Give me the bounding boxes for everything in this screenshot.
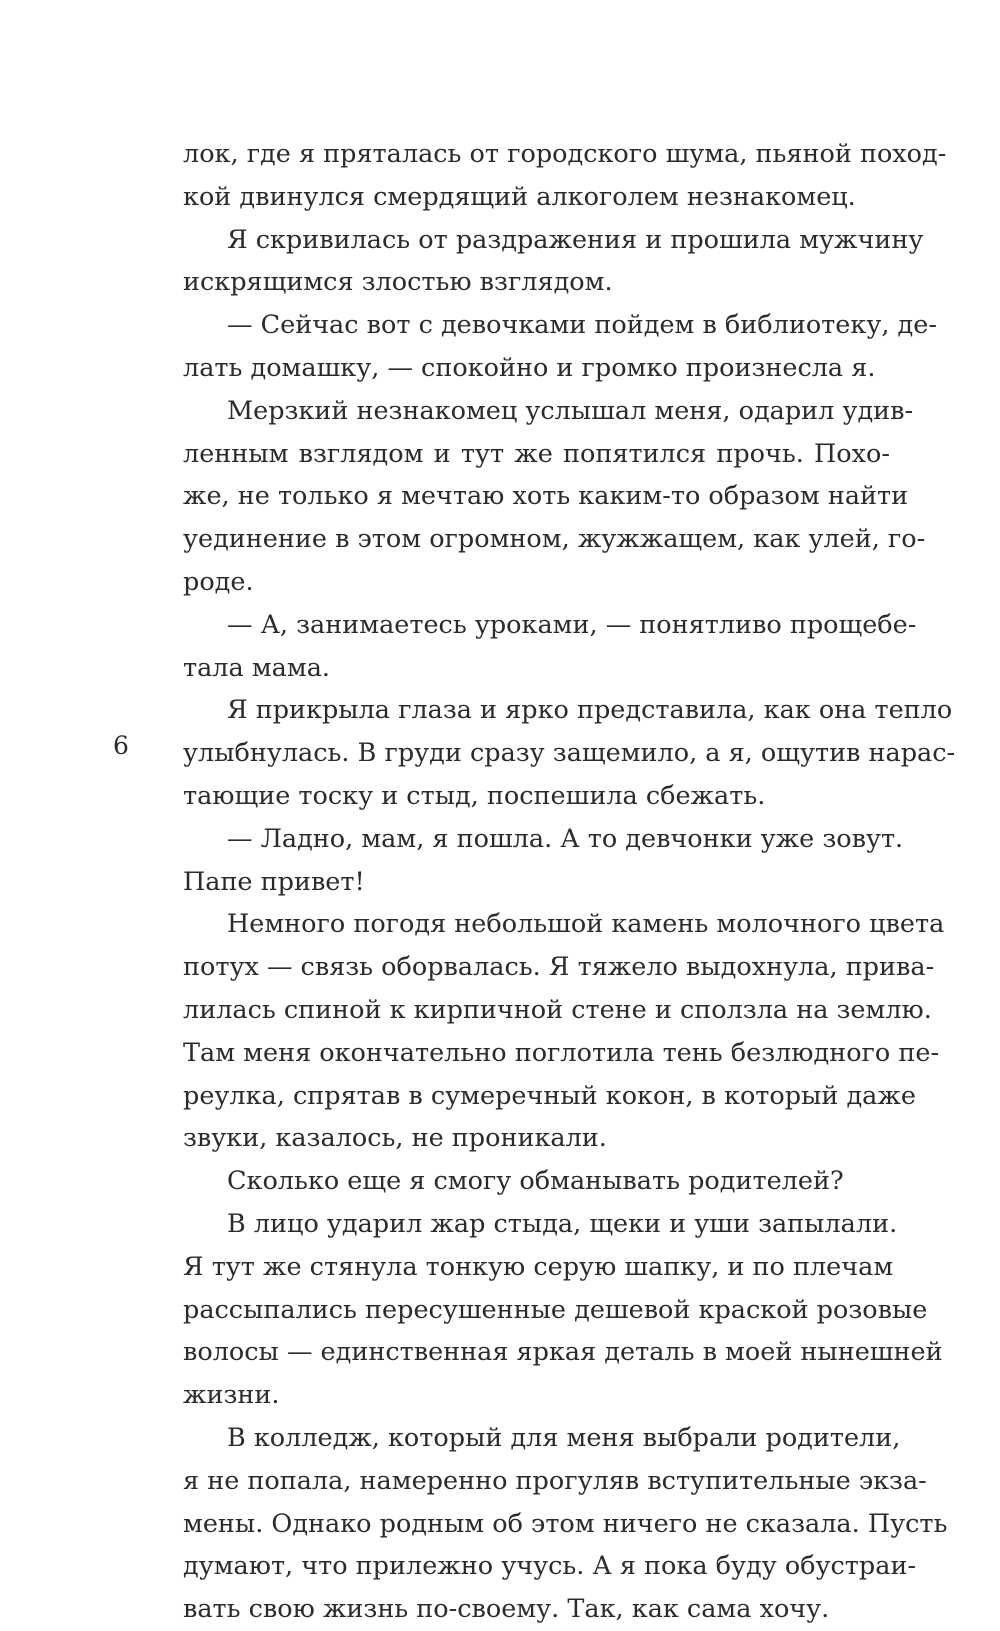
text-line: Сколько еще я смогу обманывать родителей?: [227, 1166, 844, 1197]
text-line: тающие тоску и стыд, поспешила сбежать.: [183, 780, 766, 811]
text-line: думают, что прилежно учусь. А я пока буду обустраи-: [183, 1551, 917, 1582]
text-line: лать домашку, — спокойно и громко произнесла я.: [183, 352, 876, 383]
text-line: ленным взглядом и тут же попятился прочь. Похо-: [183, 438, 890, 469]
text-line: волосы — единственная яркая деталь в моей нынешней: [183, 1337, 943, 1368]
text-line: В лицо ударил жар стыда, щеки и уши запылали.: [227, 1208, 898, 1239]
text-line: реулка, спрятав в сумеречный кокон, в который даже: [183, 1080, 916, 1111]
text-line: Я скривилась от раздражения и прошила мужчину: [227, 224, 924, 255]
text-line: лилась спиной к кирпичной стене и сползла на землю.: [183, 994, 932, 1025]
text-line: уединение в этом огромном, жужжащем, как улей, го-: [183, 524, 926, 555]
text-line: лок, где я пряталась от городского шума, пьяной поход-: [183, 139, 947, 169]
text-line: кой двинулся смердящий алкоголем незнакомец.: [183, 181, 856, 212]
text-line: потух — связь оборвалась. Я тяжело выдохнула, прива-: [183, 952, 935, 983]
text-line: рассыпались пересушенные дешевой краской розовые: [183, 1294, 928, 1325]
text-line: — Сейчас вот с девочками пойдем в библиотеку, де-: [227, 310, 937, 341]
text-line: мены. Однако родным об этом ничего не сказала. Пусть: [183, 1508, 948, 1539]
text-line: я не попала, намеренно прогуляв вступительные экза-: [183, 1465, 927, 1496]
text-line: тала мама.: [183, 652, 330, 683]
text-line: улыбнулась. В груди сразу защемило, а я, ощутив нарас-: [183, 738, 956, 769]
text-line: Я тут же стянула тонкую серую шапку, и по плечам: [183, 1251, 894, 1282]
text-line: Мерзкий незнакомец услышал меня, одарил удив-: [227, 395, 914, 426]
body-text: [183, 133, 956, 1631]
text-line: звуки, казалось, не проникали.: [183, 1123, 607, 1154]
text-line: искрящимся злостью взглядом.: [183, 267, 613, 298]
text-line: — А, занимаетесь уроками, — понятливо прощебе-: [227, 609, 917, 640]
text-line: Папе привет!: [183, 866, 365, 897]
text-line: вать свою жизнь по-своему. Так, как сама хочу.: [183, 1594, 830, 1625]
page-number: 6: [113, 731, 129, 760]
text-line: — Ладно, мам, я пошла. А то девчонки уже зовут.: [227, 823, 904, 854]
text-line: В колледж, который для меня выбрали родители,: [227, 1422, 901, 1453]
text-line: Там меня окончательно поглотила тень безлюдного пе-: [183, 1037, 940, 1068]
text-line: роде.: [183, 566, 254, 597]
text-line: Я прикрыла глаза и ярко представила, как она тепло: [227, 695, 953, 726]
text-line: же, не только я мечтаю хоть каким-то образом найти: [183, 481, 909, 512]
text-line: Немного погодя небольшой камень молочного цвета: [227, 909, 945, 940]
text-line: жизни.: [183, 1380, 280, 1411]
